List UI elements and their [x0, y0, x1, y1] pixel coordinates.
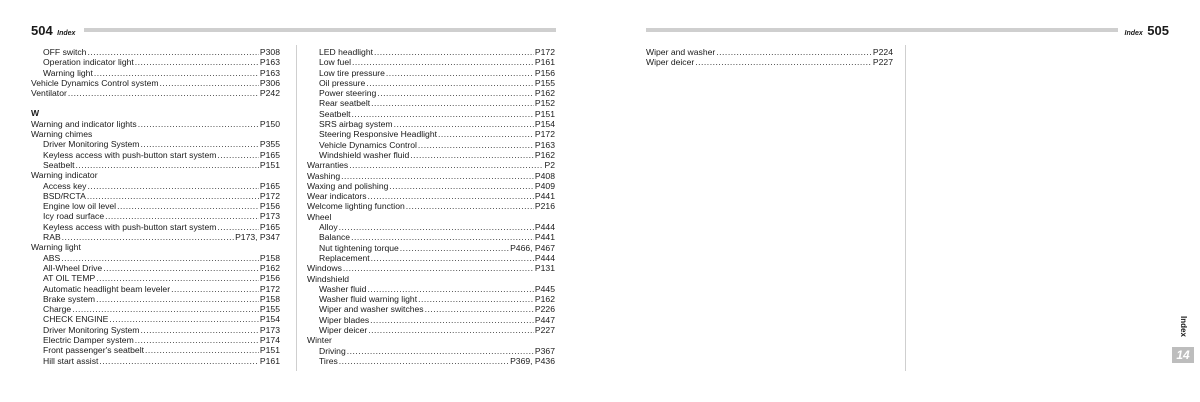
left-page-number: 504	[31, 23, 53, 38]
index-entry-page[interactable]: P155	[534, 77, 555, 88]
dot-leader	[135, 57, 259, 67]
index-entry	[307, 346, 555, 356]
index-entry-label: LED headlight	[319, 47, 373, 57]
index-entry-label: Wiper deicer	[646, 57, 695, 68]
index-entry	[31, 356, 280, 366]
dot-leader	[76, 160, 259, 170]
index-entry	[31, 191, 280, 201]
index-entry-label: RAB	[43, 232, 61, 243]
index-entry-page[interactable]: P154	[534, 119, 555, 130]
index-entry-page[interactable]: P165	[259, 221, 280, 232]
index-entry	[31, 150, 280, 160]
dot-leader	[371, 98, 534, 108]
column-divider	[296, 45, 297, 371]
index-entry	[31, 88, 280, 98]
index-entry	[307, 88, 555, 98]
index-entry	[307, 356, 555, 366]
index-entry-page[interactable]: P355	[259, 139, 280, 150]
index-entry-label: SRS airbag system	[319, 119, 393, 130]
dot-leader	[138, 119, 259, 129]
index-group-heading: Winter	[307, 335, 332, 346]
index-entry-page[interactable]: P227	[534, 325, 555, 336]
index-entry	[31, 263, 280, 273]
dot-leader	[135, 335, 259, 345]
index-entry	[31, 232, 280, 242]
right-header-rule	[646, 28, 1118, 32]
index-entry-label: Operation indicator light	[43, 57, 134, 68]
index-entry-page[interactable]: P447	[534, 314, 555, 325]
dot-leader	[103, 263, 259, 273]
index-letter-heading: W	[31, 108, 40, 119]
dot-leader	[368, 325, 534, 335]
index-entry	[307, 150, 555, 160]
dot-leader	[368, 191, 534, 201]
index-entry-page[interactable]: P172	[534, 129, 555, 140]
index-entry-page[interactable]: P131	[534, 263, 555, 274]
dot-leader	[339, 356, 509, 366]
index-entry-label: Washer fluid warning light	[319, 294, 418, 305]
index-entry	[31, 139, 280, 149]
index-entry	[307, 294, 555, 304]
index-group-heading: Warning indicator	[31, 170, 98, 181]
index-column-1	[31, 47, 280, 366]
dot-leader	[418, 294, 534, 304]
index-entry	[307, 253, 555, 263]
index-entry	[31, 160, 280, 170]
dot-leader	[171, 284, 259, 294]
index-entry	[307, 263, 555, 273]
index-entry-label: Oil pressure	[319, 77, 366, 88]
index-entry-label: Electric Damper system	[43, 335, 134, 346]
index-entry-label: Wiper blades	[319, 314, 370, 325]
dot-leader	[370, 315, 534, 325]
dot-leader	[341, 171, 534, 181]
index-entry-page[interactable]: P172	[259, 283, 280, 294]
index-entry	[307, 181, 555, 191]
index-entry	[307, 78, 555, 88]
dot-leader	[410, 150, 534, 160]
index-entry-label: Vehicle Dynamics Control	[319, 139, 417, 150]
index-entry-page[interactable]: P466, P467	[510, 242, 555, 253]
index-entry	[307, 160, 555, 170]
index-entry	[307, 98, 555, 108]
index-entry-page[interactable]: P162	[259, 262, 280, 273]
index-entry	[307, 315, 555, 325]
index-entry-page[interactable]: P162	[534, 149, 555, 160]
index-entry-page[interactable]: P367	[534, 345, 555, 356]
index-entry-label: Wiper and washer switches	[319, 304, 424, 315]
index-entry-page[interactable]: P172	[259, 190, 280, 201]
dot-leader	[386, 68, 534, 78]
index-entry-label: Nut tightening torque	[319, 242, 399, 253]
index-entry-label: Keyless access with push-button start system	[43, 149, 217, 160]
dot-leader	[145, 345, 259, 355]
index-entry-label: Windows	[307, 263, 342, 274]
index-entry-page[interactable]: P308	[259, 47, 280, 57]
index-entry-page[interactable]: P158	[259, 252, 280, 263]
dot-leader	[99, 356, 259, 366]
index-group-heading: Wheel	[307, 211, 332, 222]
index-entry	[31, 294, 280, 304]
index-entry-page[interactable]: P154	[259, 314, 280, 325]
index-group-heading: Windshield	[307, 273, 350, 284]
index-entry-page[interactable]: P165	[259, 149, 280, 160]
index-entry-label: BSD/RCTA	[43, 190, 86, 201]
index-entry-page[interactable]: P155	[259, 304, 280, 315]
index-entry-page[interactable]: P162	[534, 88, 555, 99]
index-entry	[31, 47, 280, 57]
index-entry	[31, 57, 280, 67]
index-entry	[31, 345, 280, 355]
index-entry-label: AT OIL TEMP	[43, 273, 96, 284]
index-entry	[307, 232, 555, 242]
index-entry-label: Wiper and washer	[646, 47, 716, 57]
index-entry-label: Hill start assist	[43, 355, 99, 366]
index-entry-page[interactable]: P409	[534, 180, 555, 191]
index-entry	[31, 222, 280, 232]
index-entry-page[interactable]: P163	[534, 139, 555, 150]
left-header-rule	[84, 28, 556, 32]
index-entry-label: Power steering	[319, 88, 377, 99]
index-entry-page[interactable]: P174	[259, 335, 280, 346]
index-entry	[307, 171, 555, 181]
dot-leader	[389, 181, 534, 191]
right-page-header	[1125, 22, 1169, 40]
index-entry-label: Low fuel	[319, 57, 352, 68]
index-entry-label: Seatbelt	[43, 159, 75, 170]
index-entry	[307, 304, 555, 314]
index-entry-label: All-Wheel Drive	[43, 262, 103, 273]
index-entry-page[interactable]: P2	[544, 160, 555, 171]
index-entry-page[interactable]: P165	[259, 180, 280, 191]
index-entry-label: Steering Responsive Headlight	[319, 129, 437, 140]
index-entry-label: Ventilator	[31, 88, 67, 99]
index-entry	[307, 119, 555, 129]
index-entry-label: Warranties	[307, 160, 349, 171]
index-entry-label: Warning and indicator lights	[31, 118, 137, 129]
index-entry-page[interactable]: P172	[534, 47, 555, 57]
index-entry	[31, 304, 280, 314]
index-entry-label: Warning light	[43, 67, 93, 78]
index-entry-page[interactable]: P369, P436	[510, 355, 555, 366]
index-entry-label: Washing	[307, 170, 341, 181]
index-entry-label: Washer fluid	[319, 283, 367, 294]
index-entry-page[interactable]: P151	[259, 159, 280, 170]
dot-leader	[217, 150, 259, 160]
index-entry	[307, 140, 555, 150]
index-entry-page[interactable]: P156	[534, 67, 555, 78]
index-entry-page[interactable]: P242	[259, 88, 280, 99]
dot-leader	[87, 191, 259, 201]
dot-leader	[695, 57, 872, 67]
left-section-title: Index	[57, 30, 76, 37]
dot-leader	[140, 139, 258, 149]
index-entry-page[interactable]: P441	[534, 191, 555, 202]
index-entry-label: OFF switch	[43, 47, 87, 57]
index-entry-page[interactable]: P151	[534, 108, 555, 119]
index-entry-page[interactable]: P306	[259, 77, 280, 88]
dot-leader	[160, 78, 259, 88]
index-entry-page[interactable]: P163	[259, 57, 280, 68]
dot-leader	[394, 119, 534, 129]
dot-leader	[351, 232, 534, 242]
index-entry	[31, 78, 280, 88]
right-page-number: 505	[1147, 23, 1169, 38]
index-entry-label: Windshield washer fluid	[319, 149, 410, 160]
index-entry-page[interactable]: P445	[534, 283, 555, 294]
dot-leader	[96, 273, 259, 283]
index-column-3	[646, 47, 893, 68]
dot-leader	[62, 232, 234, 242]
index-entry-page[interactable]: P156	[259, 273, 280, 284]
dot-leader	[68, 88, 259, 98]
index-entry-page[interactable]: P226	[534, 304, 555, 315]
index-entry-page[interactable]: P163	[259, 67, 280, 78]
dot-leader	[438, 129, 534, 139]
index-entry	[31, 119, 280, 129]
index-entry	[31, 273, 280, 283]
index-entry-label: CHECK ENGINE	[43, 314, 109, 325]
index-entry-label: Wiper deicer	[319, 325, 368, 336]
left-page-header	[31, 22, 75, 40]
index-group-heading: Warning chimes	[31, 129, 93, 140]
index-entry-label: Front passenger's seatbelt	[43, 345, 145, 356]
index-entry-page[interactable]: P444	[534, 252, 555, 263]
side-tab-label: Index	[1179, 316, 1188, 337]
index-entry	[31, 314, 280, 324]
index-entry	[31, 253, 280, 263]
dot-leader	[400, 243, 509, 253]
index-entry-label: Icy road surface	[43, 211, 105, 222]
index-entry-label: Low tire pressure	[319, 67, 385, 78]
index-entry-page[interactable]: P150	[259, 118, 280, 129]
index-entry	[31, 284, 280, 294]
index-entry	[31, 325, 280, 335]
index-entry	[31, 335, 280, 345]
dot-leader	[217, 222, 259, 232]
index-entry-label: Automatic headlight beam leveler	[43, 283, 171, 294]
index-entry-page[interactable]: P173, P347	[235, 232, 280, 243]
dot-leader	[105, 211, 259, 221]
index-entry-label: ABS	[43, 252, 61, 263]
index-entry	[307, 243, 555, 253]
index-group-heading: Warning light	[31, 242, 81, 253]
dot-leader	[425, 304, 534, 314]
dot-leader	[117, 201, 259, 211]
dot-leader	[406, 201, 534, 211]
index-entry	[646, 47, 893, 57]
index-entry-page[interactable]: P152	[534, 98, 555, 109]
index-entry-page[interactable]: P444	[534, 222, 555, 233]
index-entry-label: Vehicle Dynamics Control system	[31, 77, 159, 88]
right-section-title: Index	[1124, 30, 1143, 37]
dot-leader	[339, 222, 534, 232]
dot-leader	[96, 294, 259, 304]
index-entry	[307, 68, 555, 78]
index-entry-label: Replacement	[319, 252, 370, 263]
dot-leader	[418, 140, 534, 150]
dot-leader	[61, 253, 259, 263]
dot-leader	[109, 314, 259, 324]
index-entry-label: Access key	[43, 180, 87, 191]
index-entry-page[interactable]: P408	[534, 170, 555, 181]
index-column-2	[307, 47, 555, 366]
index-entry-label: Wear indicators	[307, 191, 367, 202]
dot-leader	[347, 346, 534, 356]
index-entry	[307, 57, 555, 67]
index-entry-label: Alloy	[319, 222, 338, 233]
index-entry	[31, 201, 280, 211]
dot-leader	[367, 284, 533, 294]
index-entry	[307, 201, 555, 211]
index-entry	[307, 284, 555, 294]
index-entry-label: Brake system	[43, 293, 96, 304]
index-entry	[307, 47, 555, 57]
column-divider	[905, 45, 906, 371]
index-entry-page[interactable]: P161	[259, 355, 280, 366]
index-entry-page[interactable]: P158	[259, 293, 280, 304]
index-entry-page[interactable]: P216	[534, 201, 555, 212]
index-entry	[307, 109, 555, 119]
index-entry-page[interactable]: P161	[534, 57, 555, 68]
index-entry	[307, 325, 555, 335]
index-entry-page[interactable]: P162	[534, 294, 555, 305]
dot-leader	[140, 325, 258, 335]
dot-leader	[94, 68, 259, 78]
index-entry-page[interactable]: P173	[259, 324, 280, 335]
index-entry-label: Charge	[43, 304, 72, 315]
index-entry	[31, 68, 280, 78]
dot-leader	[371, 253, 534, 263]
index-entry-page[interactable]: P441	[534, 232, 555, 243]
index-entry	[646, 57, 893, 67]
side-tab-number: 14	[1172, 347, 1194, 363]
index-entry	[307, 191, 555, 201]
dot-leader	[352, 57, 534, 67]
index-entry-label: Driving	[319, 345, 346, 356]
index-entry-page[interactable]: P227	[872, 57, 893, 68]
index-entry-page[interactable]: P151	[259, 345, 280, 356]
index-entry-label: Waxing and polishing	[307, 180, 389, 191]
index-entry-label: Driver Monitoring System	[43, 324, 140, 335]
dot-leader	[716, 47, 872, 57]
index-entry-page[interactable]: P224	[872, 47, 893, 57]
index-entry	[31, 181, 280, 191]
index-entry-label: Tires	[319, 355, 338, 366]
index-entry-label: Seatbelt	[319, 108, 351, 119]
dot-leader	[343, 263, 534, 273]
dot-leader	[366, 78, 534, 88]
index-entry-label: Rear seatbelt	[319, 98, 371, 109]
dot-leader	[377, 88, 534, 98]
index-entry-label: Balance	[319, 232, 351, 243]
index-entry-label: Welcome lighting function	[307, 201, 405, 212]
index-entry-label: Driver Monitoring System	[43, 139, 140, 150]
index-entry-label: Keyless access with push-button start system	[43, 221, 217, 232]
index-entry-page[interactable]: P173	[259, 211, 280, 222]
index-entry-label: Engine low oil level	[43, 201, 117, 212]
dot-leader	[87, 47, 258, 57]
index-entry	[31, 211, 280, 221]
dot-leader	[87, 181, 258, 191]
dot-leader	[72, 304, 259, 314]
index-entry	[307, 129, 555, 139]
dot-leader	[374, 47, 534, 57]
dot-leader	[352, 109, 534, 119]
index-entry	[307, 222, 555, 232]
index-entry-page[interactable]: P156	[259, 201, 280, 212]
dot-leader	[349, 160, 543, 170]
